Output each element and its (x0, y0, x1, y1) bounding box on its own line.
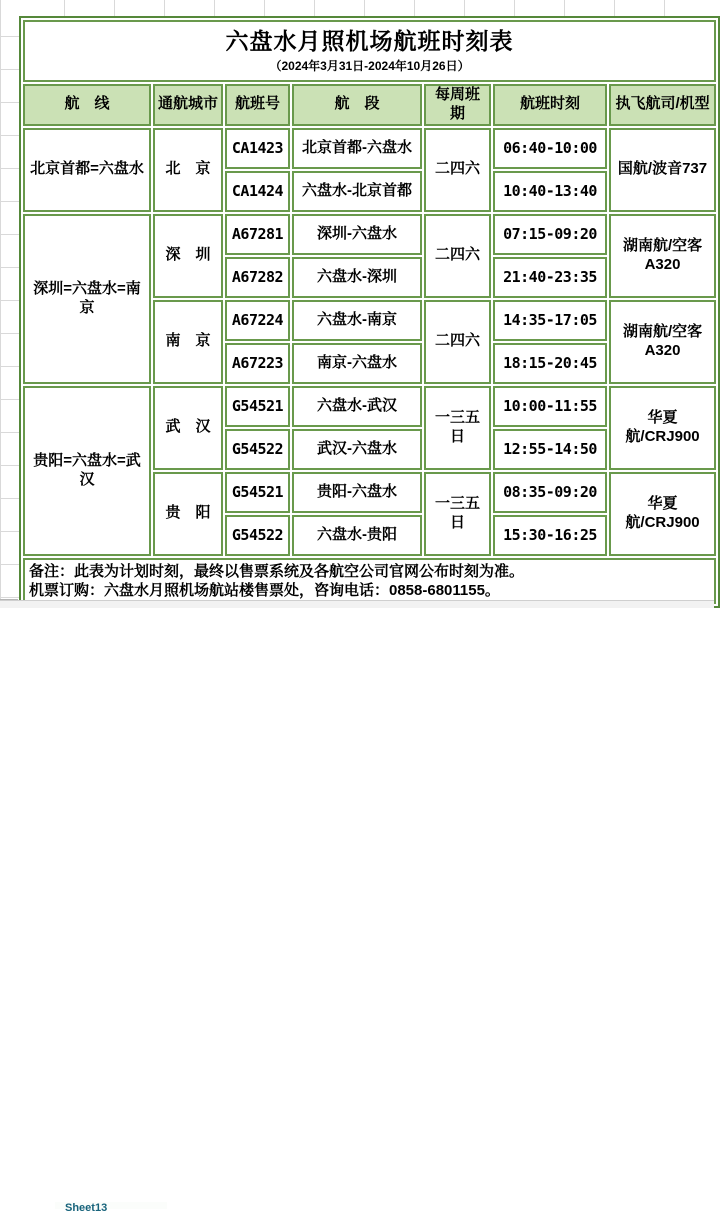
segment-cell[interactable]: 北京首都-六盘水 (292, 128, 422, 169)
note-ticketing: 机票订购：六盘水月照机场航站楼售票处，咨询电话：0858-6801155。 (29, 581, 500, 599)
segment-cell[interactable]: 六盘水-南京 (292, 300, 422, 341)
notes-cell[interactable] (23, 558, 716, 604)
segment-cell[interactable]: 南京-六盘水 (292, 343, 422, 384)
time-cell[interactable]: 21:40-23:35 (493, 257, 607, 298)
flight-no-cell[interactable]: A67282 (225, 257, 290, 298)
flight-row (23, 386, 716, 427)
flight-row (23, 214, 716, 255)
flight-no-cell[interactable]: G54522 (225, 429, 290, 470)
column-header[interactable]: 航 段 (292, 84, 422, 126)
time-cell[interactable]: 08:35-09:20 (493, 472, 607, 513)
column-header[interactable]: 执飞航司/机型 (609, 84, 716, 126)
airline-cell[interactable]: 华夏航/CRJ900 (609, 386, 716, 470)
route-cell[interactable]: 深圳=六盘水=南京 (23, 214, 151, 384)
note-remark: 备注：此表为计划时刻，最终以售票系统及各航空公司官网公布时刻为准。 (29, 562, 525, 580)
sheet-tab-bar (0, 600, 714, 1214)
column-header[interactable]: 通航城市 (153, 84, 223, 126)
column-header[interactable]: 每周班期 (424, 84, 491, 126)
title-row (23, 20, 716, 82)
sheet-tab[interactable] (55, 1202, 167, 1214)
segment-cell[interactable]: 六盘水-深圳 (292, 257, 422, 298)
sheet-tab-label: Sheet13 (65, 1202, 108, 1214)
airline-cell[interactable]: 华夏航/CRJ900 (609, 472, 716, 556)
date-range: （2024年3月31日-2024年10月26日） (269, 59, 470, 74)
days-cell[interactable]: 一三五日 (424, 472, 491, 556)
route-cell[interactable]: 北京首都=六盘水 (23, 128, 151, 212)
airline-cell[interactable]: 湖南航/空客A320 (609, 214, 716, 298)
header-row (23, 84, 716, 126)
page-title: 六盘水月照机场航班时刻表 (225, 28, 514, 54)
route-cell[interactable]: 贵阳=六盘水=武汉 (23, 386, 151, 556)
flight-no-cell[interactable]: A67224 (225, 300, 290, 341)
airline-cell[interactable]: 湖南航/空客A320 (609, 300, 716, 384)
flight-no-cell[interactable]: CA1423 (225, 128, 290, 169)
time-cell[interactable]: 15:30-16:25 (493, 515, 607, 556)
days-cell[interactable]: 二四六 (424, 300, 491, 384)
city-cell[interactable]: 贵 阳 (153, 472, 223, 556)
days-cell[interactable]: 二四六 (424, 214, 491, 298)
time-cell[interactable]: 07:15-09:20 (493, 214, 607, 255)
notes-row (23, 558, 716, 604)
column-header[interactable]: 航班号 (225, 84, 290, 126)
days-cell[interactable]: 二四六 (424, 128, 491, 212)
time-cell[interactable]: 18:15-20:45 (493, 343, 607, 384)
time-cell[interactable]: 14:35-17:05 (493, 300, 607, 341)
airline-cell[interactable]: 国航/波音737 (609, 128, 716, 212)
flight-no-cell[interactable]: CA1424 (225, 171, 290, 212)
city-cell[interactable]: 南 京 (153, 300, 223, 384)
flight-schedule-table (19, 16, 720, 608)
segment-cell[interactable]: 六盘水-贵阳 (292, 515, 422, 556)
flight-no-cell[interactable]: A67223 (225, 343, 290, 384)
segment-cell[interactable]: 深圳-六盘水 (292, 214, 422, 255)
segment-cell[interactable]: 六盘水-北京首都 (292, 171, 422, 212)
segment-cell[interactable]: 贵阳-六盘水 (292, 472, 422, 513)
days-cell[interactable]: 一三五日 (424, 386, 491, 470)
column-header[interactable]: 航班时刻 (493, 84, 607, 126)
time-cell[interactable]: 10:00-11:55 (493, 386, 607, 427)
time-cell[interactable]: 10:40-13:40 (493, 171, 607, 212)
time-cell[interactable]: 12:55-14:50 (493, 429, 607, 470)
city-cell[interactable]: 深 圳 (153, 214, 223, 298)
flight-row (23, 128, 716, 169)
time-cell[interactable]: 06:40-10:00 (493, 128, 607, 169)
segment-cell[interactable]: 武汉-六盘水 (292, 429, 422, 470)
flight-no-cell[interactable]: G54521 (225, 472, 290, 513)
column-header[interactable]: 航 线 (23, 84, 151, 126)
city-cell[interactable]: 武 汉 (153, 386, 223, 470)
table-title-cell[interactable] (23, 20, 716, 82)
flight-no-cell[interactable]: G54521 (225, 386, 290, 427)
city-cell[interactable]: 北 京 (153, 128, 223, 212)
flight-no-cell[interactable]: A67281 (225, 214, 290, 255)
segment-cell[interactable]: 六盘水-武汉 (292, 386, 422, 427)
flight-no-cell[interactable]: G54522 (225, 515, 290, 556)
